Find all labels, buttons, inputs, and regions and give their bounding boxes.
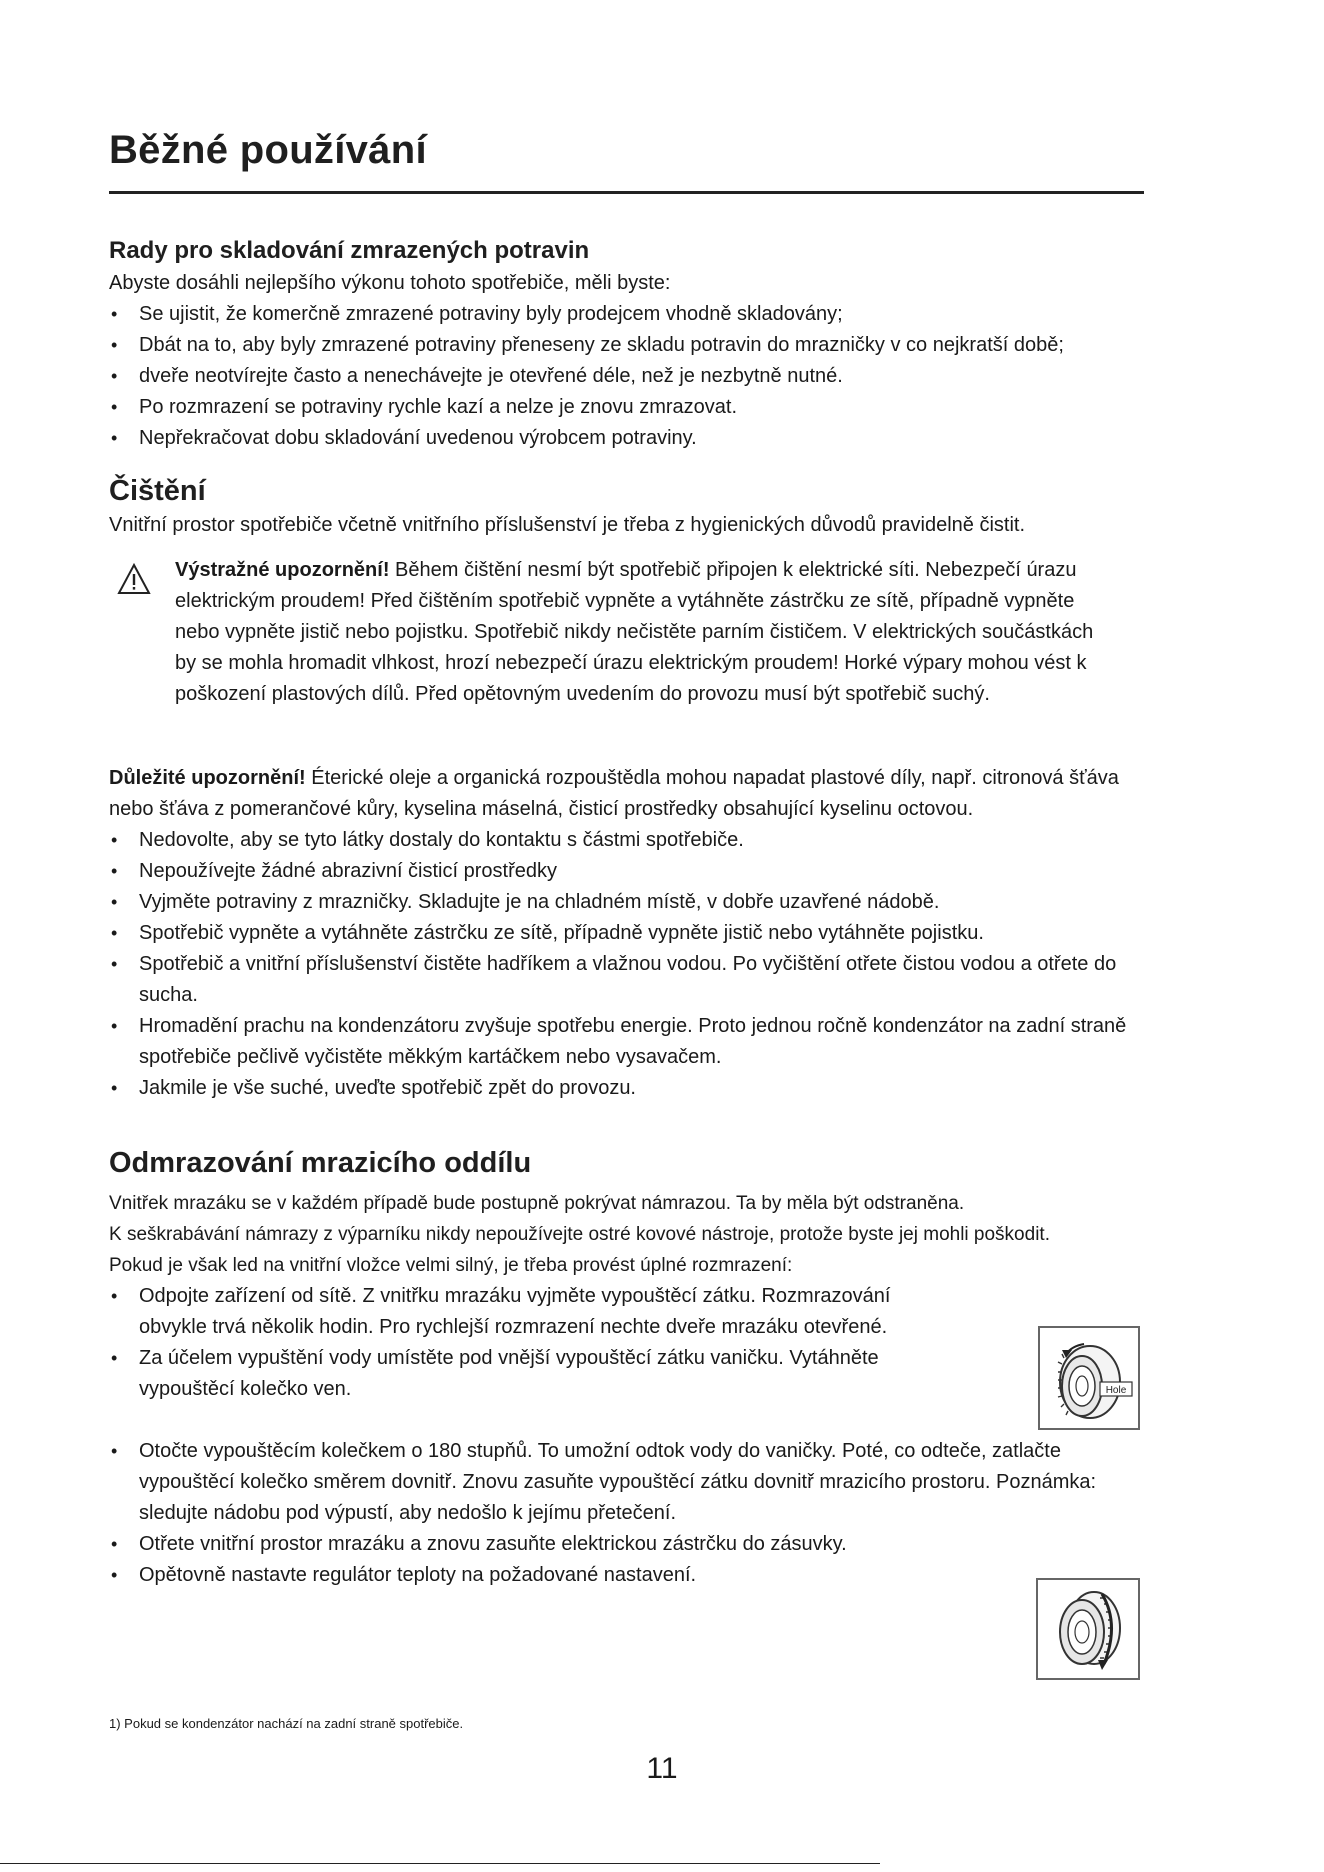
- list-item: • Otřete vnitřní prostor mrazáku a znovu zasuňte elektrickou zástrčku do zásuvky.: [109, 1529, 1139, 1560]
- storage-list: [109, 299, 1154, 454]
- cleaning-intro: Vnitřní prostor spotřebiče včetně vnitřního příslušenství je třeba z hygienických důvodů pravidelně čistit.: [109, 514, 1026, 536]
- drain-wheel-figure: [1036, 1578, 1140, 1680]
- list-item: • Spotřebič a vnitřní příslušenství čistěte hadříkem a vlažnou vodou. Po vyčištění otřete čistou vodou a otřete do sucha.: [109, 949, 1139, 1011]
- list-item: • Jakmile je vše suché, uveďte spotřebič zpět do provozu.: [109, 1073, 1139, 1104]
- title-divider: [109, 191, 1144, 194]
- defrost-list-b: [109, 1436, 1139, 1591]
- page-title: Běžné používání: [109, 128, 427, 172]
- warning-box: [109, 555, 1154, 710]
- footnote: 1) Pokud se kondenzátor nachází na zadní straně spotřebiče.: [109, 1716, 464, 1731]
- important-note: [109, 763, 1139, 825]
- defrost-list-a: [109, 1281, 959, 1405]
- storage-heading: Rady pro skladování zmrazených potravin: [109, 237, 590, 264]
- page-number: 11: [646, 1752, 678, 1785]
- defrost-heading: Odmrazování mrazicího oddílu: [109, 1147, 532, 1179]
- list-item: • Nedovolte, aby se tyto látky dostaly do kontaktu s částmi spotřebiče.: [109, 825, 1139, 856]
- warning-label: Výstražné upozornění!: [175, 559, 390, 581]
- drain-plug-figure: [1038, 1326, 1140, 1430]
- list-item: • Za účelem vypuštění vody umístěte pod vnější vypouštěcí zátku vaničku. Vytáhněte vypouštěcí kolečko ven.: [109, 1343, 959, 1405]
- defrost-section: [109, 1146, 1154, 1591]
- warning-body: Během čištění nesmí být spotřebič připojen k elektrické síti. Nebezpečí úrazu elektrickým proudem! Před čištěním spotřebič vypněte a vytáhněte zástrčku ze sítě, případně vypněte nebo vypněte jistič nebo pojistku. Spotřebič nikdy nečistěte parním čističem. V elektrických součástkách by se mohla hromadit vlhkost, hrozí nebezpečí úrazu elektrickým proudem! Horké výpary mohou vést k poškození plastových dílů. Před opětovným uvedením do provozu musí být spotřebič suchý.: [175, 559, 1094, 705]
- list-item: • Dbát na to, aby byly zmrazené potraviny přeneseny ze skladu potravin do mrazničky v co nejkratší době;: [109, 330, 1154, 361]
- important-body: Éterické oleje a organická rozpouštědla mohou napadat plastové díly, např. citronová šťáva nebo šťáva z pomerančové kůry, kyselina máselná, čisticí prostředky obsahující kyselinu octovou.: [109, 767, 1119, 820]
- defrost-p2: K seškrabávání námrazy z výparníku nikdy nepoužívejte ostré kovové nástroje, protože byste jej mohli poškodit.: [109, 1224, 1050, 1245]
- list-item: • Nepřekračovat dobu skladování uvedenou výrobcem potraviny.: [109, 423, 1154, 454]
- defrost-intro: [109, 1188, 1139, 1281]
- storage-section: [109, 236, 1154, 454]
- drain-wheel-illustration: [1038, 1580, 1138, 1678]
- list-item: • Po rozmrazení se potraviny rychle kazí a nelze je znovu zmrazovat.: [109, 392, 1154, 423]
- important-section: [109, 763, 1154, 1104]
- cleaning-section: [109, 474, 1154, 541]
- drain-plug-illustration: [1040, 1328, 1138, 1428]
- cleaning-list: [109, 825, 1139, 1104]
- list-item: • Spotřebič vypněte a vytáhněte zástrčku ze sítě, případně vypněte jistič nebo vytáhněte pojistku.: [109, 918, 1139, 949]
- list-item: • Vyjměte potraviny z mrazničky. Skladujte je na chladném místě, v dobře uzavřené nádobě.: [109, 887, 1139, 918]
- list-item: • Opětovně nastavte regulátor teploty na požadované nastavení.: [109, 1560, 1139, 1591]
- list-item: • Se ujistit, že komerčně zmrazené potraviny byly prodejcem vhodně skladovány;: [109, 299, 1154, 330]
- defrost-p3: Pokud je však led na vnitřní vložce velmi silný, je třeba provést úplné rozmrazení:: [109, 1255, 793, 1276]
- list-item: • Nepoužívejte žádné abrazivní čisticí prostředky: [109, 856, 1139, 887]
- bottom-divider: [0, 1863, 880, 1864]
- warning-triangle-icon: [117, 563, 151, 595]
- defrost-p1: Vnitřek mrazáku se v každém případě bude postupně pokrývat námrazou. Ta by měla být odstraněna.: [109, 1193, 965, 1214]
- warning-text: [175, 555, 1115, 710]
- storage-intro: Abyste dosáhli nejlepšího výkonu tohoto spotřebiče, měli byste:: [109, 272, 671, 294]
- list-item: • Otočte vypouštěcím kolečkem o 180 stupňů. To umožní odtok vody do vaničky. Poté, co odteče, zatlačte vypouštěcí kolečko směrem dovnitř. Znovu zasuňte vypouštěcí zátku dovnitř mrazicího prostoru. Poznámka: sledujte nádobu pod výpustí, aby nedošlo k jejímu přetečení.: [109, 1436, 1139, 1529]
- cleaning-heading: Čištění: [109, 475, 206, 507]
- list-item: • Hromadění prachu na kondenzátoru zvyšuje spotřebu energie. Proto jednou ročně kondenzátor na zadní straně spotřebiče pečlivě vyčistěte měkkým kartáčkem nebo vysavačem.: [109, 1011, 1139, 1073]
- important-label: Důležité upozornění!: [109, 767, 306, 789]
- list-item: • dveře neotvírejte často a nenechávejte je otevřené déle, než je nezbytně nutné.: [109, 361, 1154, 392]
- hole-label: Hole: [1105, 1385, 1127, 1396]
- list-item: • Odpojte zařízení od sítě. Z vnitřku mrazáku vyjměte vypouštěcí zátku. Rozmrazování obvykle trvá několik hodin. Pro rychlejší rozmrazení nechte dveře mrazáku otevřené.: [109, 1281, 959, 1343]
